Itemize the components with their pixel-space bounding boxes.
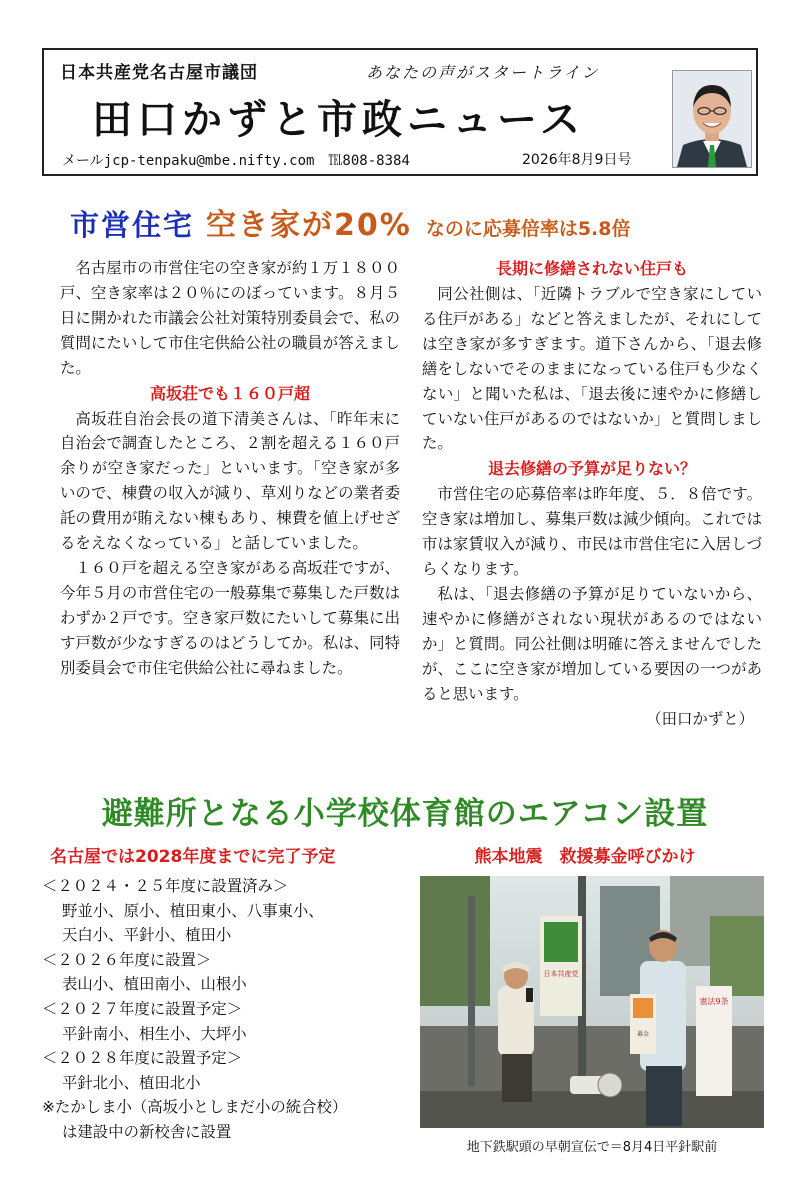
- subheading-budget: 退去修繕の予算が足りない？: [487, 459, 696, 479]
- article2-headline: 避難所となる小学校体育館のエアコン設置: [101, 796, 709, 832]
- article1-headline: [70, 200, 631, 244]
- party-name: 日本共産党名古屋市議団: [60, 63, 258, 83]
- school-list: [42, 874, 402, 1145]
- photo-caption: 地下鉄駅頭の早朝宣伝で＝8月4日平針駅前: [466, 1140, 718, 1155]
- article1-right-column: [422, 256, 762, 731]
- list-item: 表山小、植田南小、山根小: [62, 975, 247, 994]
- paragraph: 高坂荘自治会長の道下清美さんは、「昨年末に自治会で調査したところ、２割を超える１６０戸余りが空き家だった」といいます。「空き家が多いので、棟費の収入が減り、草刈りなどの業者委託の費用が賄えない棟もあり、棟費を値上げせざるをえなくなっている」と話していました。: [60, 409, 400, 553]
- banner-text: 日本共産党: [543, 970, 579, 978]
- paragraph: 名古屋市の市営住宅の空き家が約１万１８００戸、空き家率は２０％にのぼっています。８月５日に開かれた市議会公社対策特別委員会で、私の質問にたいして市住宅供給公社の職員が答えました。: [60, 259, 400, 377]
- donation-board-text: 募金: [636, 1031, 650, 1038]
- paragraph: 私は、「退去修繕の予算が足りていないから、速やかに修繕がされない現状があるのではないか」と質問。同公社側は明確に答えませんでしたが、ここに空き家が増加している要因の一つがあると思います。: [422, 584, 762, 703]
- event-photo: [420, 876, 764, 1128]
- paragraph: 市営住宅の応募倍率は昨年度、５．８倍です。空き家は増加し、募集戸数は減少傾向。これでは市は家賃収入が減り、市民は市営住宅に入居しづらくなります。: [422, 485, 762, 579]
- list-item: 平針南小、相生小、大坪小: [62, 1024, 247, 1043]
- paragraph: 同公社側は、「近隣トラブルで空き家にしている住戸がある」などと答えましたが、それにしては空き家が多すぎます。道下さんから、「退去修繕をしないでそのままになっている住戸も少なくない」と聞いた私は、「退去後に速やかに修繕していない住戸があるのではないか」と質問しました。: [422, 285, 762, 453]
- list-group-label: ＜２０２８年度に設置予定＞: [42, 1049, 243, 1068]
- list-group-label: ＜２０２４・２５年度に設置済み＞: [42, 877, 289, 895]
- list-item: 平針北小、植田北小: [62, 1073, 201, 1092]
- newsletter-title: 田口かずと市政ニュース: [92, 97, 585, 143]
- issue-date: 2026年8月9日号: [522, 152, 632, 168]
- portrait-photo: [672, 70, 752, 168]
- subheading-unrepaired: 長期に修繕されない住戸も: [495, 259, 688, 278]
- note: ※たかしま小（高坂小としまだ小の統合校）: [42, 1098, 348, 1117]
- subheading-donation: 熊本地震 救援募金呼びかけ: [474, 847, 696, 867]
- article1-left-column: [60, 256, 400, 681]
- note: は建設中の新校舎に設置: [62, 1122, 232, 1141]
- list-group-label: ＜２０２６年度に設置＞: [42, 950, 212, 969]
- contact-info: メールjcp-tenpaku@mbe.nifty.com ℡808-8384: [62, 153, 410, 169]
- slogan: あなたの声がスタートライン: [366, 63, 600, 82]
- subheading-completion: 名古屋では2028年度までに完了予定: [50, 847, 336, 867]
- author-signature: （田口かずと）: [646, 709, 754, 728]
- list-item: 天白小、平針小、植田小: [62, 926, 232, 945]
- list-item: 野並小、原小、植田東小、八事東小、: [62, 901, 324, 920]
- headline-part-ratio: なのに応募倍率は5.8倍: [425, 218, 631, 240]
- poster-text: 憲法9条: [699, 997, 729, 1006]
- headline-part-vacancy: 空き家が20%: [206, 208, 412, 243]
- paragraph: １６０戸を超える空き家がある高坂荘ですが、今年５月の市営住宅の一般募集で募集した戸数はわずか２戸です。空き家戸数にたいして募集に出す戸数が少なすぎるのはどうしてか。私は、同特別委員会で市住宅供給公社に尋ねました。: [60, 558, 400, 677]
- list-group-label: ＜２０２７年度に設置予定＞: [42, 999, 243, 1018]
- headline-part-housing: 市営住宅: [70, 208, 195, 242]
- subheading-kosaka: 高坂荘でも１６０戸超: [149, 383, 310, 403]
